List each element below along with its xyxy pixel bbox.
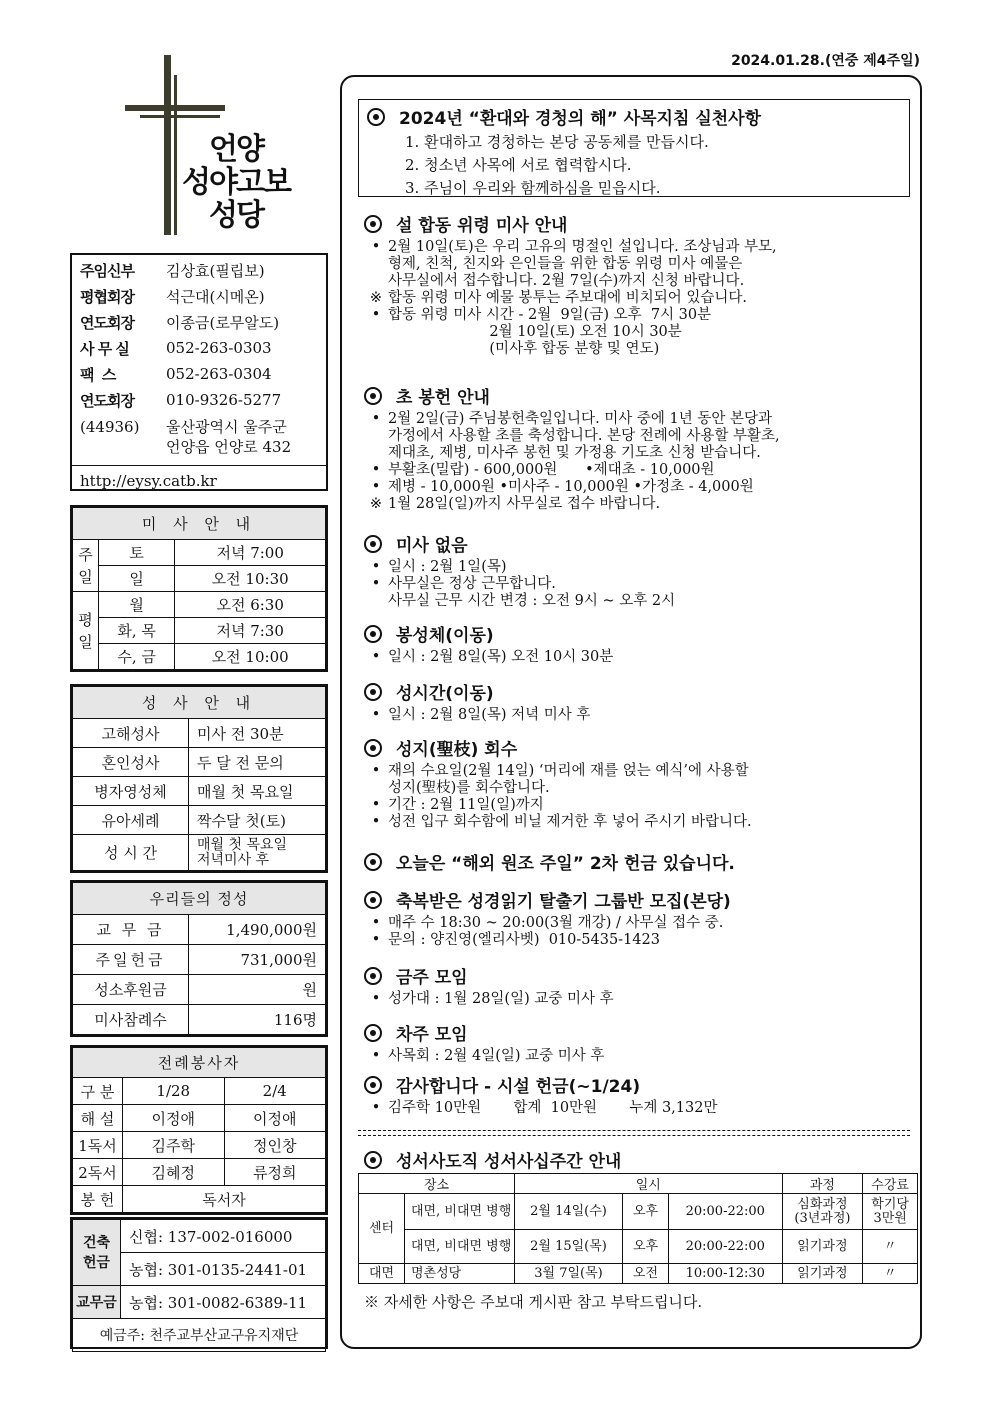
line-text: 김주학 10만원 합계 10만원 누계 3,132만 <box>388 1100 718 1116</box>
line-text: 사무실 근무 시간 변경 : 오전 9시 ~ 오후 2시 <box>388 593 676 609</box>
announcement-line <box>364 797 914 814</box>
line-text: 기간 : 2월 11일(일)까지 <box>388 797 544 813</box>
info-key: 연도회장 <box>80 313 134 332</box>
table-cell: 대면 <box>359 1264 405 1284</box>
offering-title: 우리들의 정성 <box>73 883 326 915</box>
announcement-line <box>364 273 914 290</box>
circle-bullet-icon <box>364 1076 382 1094</box>
announcement-line <box>364 915 914 932</box>
announcement-line <box>364 428 914 445</box>
table-cell: 오후 <box>623 1230 669 1264</box>
bible-course-section <box>364 1147 914 1172</box>
table-cell: 20:00-22:00 <box>669 1230 783 1264</box>
section-title: 축복받은 성경읽기 탈출기 그룹반 모집(본당) <box>396 892 731 912</box>
announcement-line <box>364 462 914 479</box>
line-text: 제병 - 10,000원 •미사주 - 10,000원 •가정초 - 4,000원 <box>388 479 754 495</box>
liturgy-servers-box <box>70 1045 328 1215</box>
announcement-section <box>364 211 914 358</box>
line-text: 1월 28일(일)까지 사무실로 접수 바랍니다. <box>388 496 661 512</box>
announcement-line <box>364 307 914 324</box>
line-text: 성가대 : 1월 28일(일) 교중 미사 후 <box>388 991 614 1007</box>
sacrament-key: 고해성사 <box>73 719 189 748</box>
servers-name: 김주학 <box>123 1132 225 1159</box>
announcement-section <box>364 963 914 1008</box>
line-text: 2월 10일(토)은 우리 고유의 명절인 설입니다. 조상님과 부모, <box>388 239 777 255</box>
bank-account-box <box>70 1217 328 1349</box>
announcement-line <box>364 324 914 341</box>
announcement-line <box>364 290 914 307</box>
line-text: 문의 : 양진영(엘리사벳) 010-5435-1423 <box>388 932 660 948</box>
info-value: 석근대(시메온) <box>166 287 265 306</box>
section-title: 봉성체(이동) <box>396 626 494 646</box>
line-marker: • <box>371 1100 381 1116</box>
info-key: 연도회장 <box>80 391 134 410</box>
table-header: 일시 <box>515 1174 783 1194</box>
circle-bullet-icon <box>364 1151 382 1169</box>
announcement-line <box>364 445 914 462</box>
guideline-item: 1. 환대하고 경청하는 본당 공동체를 만듭시다. <box>405 133 709 151</box>
line-marker: • <box>371 797 381 813</box>
mass-time: 오전 10:00 <box>175 644 326 670</box>
announcement-section <box>364 849 914 874</box>
info-key: 사 무 실 <box>80 339 129 358</box>
line-marker <box>364 256 388 273</box>
line-marker: ※ <box>369 290 383 306</box>
servers-head: 2/4 <box>224 1078 326 1105</box>
line-marker <box>364 780 388 797</box>
line-text: 가정에서 사용할 초를 축성합니다. 본당 전례에 사용할 부활초, <box>388 428 780 444</box>
line-marker: • <box>371 915 381 931</box>
line-marker: • <box>371 707 381 723</box>
line-text: 부활초(밀랍) - 600,000원 •제대초 - 10,000원 <box>388 462 715 478</box>
info-value: 010-9326-5277 <box>166 391 282 409</box>
table-cell: 3월 7일(목) <box>515 1264 623 1284</box>
mass-day: 토 <box>99 540 175 566</box>
servers-head: 1/28 <box>123 1078 225 1105</box>
section-title: 성시간(이동) <box>396 684 494 704</box>
circle-bullet-icon <box>364 683 382 701</box>
offering-key: 미사참례수 <box>73 1005 189 1035</box>
line-marker: • <box>371 763 381 779</box>
bulletin-date: 2024.01.28.(연중 제4주일) <box>731 53 920 69</box>
sacrament-key: 병자영성체 <box>73 777 189 806</box>
announcement-line <box>364 496 914 513</box>
offering-key: 성소후원금 <box>73 975 189 1005</box>
section-title: 금주 모임 <box>396 968 468 988</box>
info-key: 평협회장 <box>80 287 134 306</box>
section-title: 차주 모임 <box>396 1025 468 1045</box>
table-header: 수강료 <box>863 1174 918 1194</box>
mass-day: 수, 금 <box>99 644 175 670</box>
circle-bullet-icon <box>364 387 382 405</box>
offering-key: 교 무 금 <box>73 915 189 945</box>
table-cell: 오후 <box>623 1194 669 1230</box>
line-marker: ※ <box>369 496 383 512</box>
circle-bullet-icon <box>367 108 385 126</box>
servers-name: 이정애 <box>123 1105 225 1132</box>
website-link[interactable]: http://eysy.catb.kr <box>72 465 326 490</box>
info-key: 팩 스 <box>80 365 116 384</box>
circle-bullet-icon <box>364 891 382 909</box>
announcement-line <box>364 593 914 610</box>
table-cell: 센터 <box>359 1194 405 1264</box>
section-title: 초 봉헌 안내 <box>396 388 490 408</box>
announcement-section <box>364 1020 914 1065</box>
line-marker: • <box>371 559 381 575</box>
table-cell: 2월 14일(수) <box>515 1194 623 1230</box>
mass-time: 오전 10:30 <box>175 566 326 592</box>
mass-schedule-box <box>70 505 328 672</box>
pastoral-guideline-box <box>358 99 910 197</box>
table-cell: 명촌성당 <box>405 1264 515 1284</box>
section-title: 2024년 “환대와 경청의 해” 사목지침 실천사항 <box>399 109 762 129</box>
line-text: 합동 위령 미사 시간 - 2월 9일(금) 오후 7시 30분 <box>388 307 712 323</box>
table-cell: 〃 <box>863 1264 918 1284</box>
announcement-line <box>364 649 914 666</box>
circle-bullet-icon <box>364 535 382 553</box>
servers-role: 봉 헌 <box>73 1186 123 1213</box>
line-marker: • <box>371 1048 381 1064</box>
circle-bullet-icon <box>364 1024 382 1042</box>
servers-role: 1독서 <box>73 1132 123 1159</box>
bank-account: 신협: 137-002-016000 <box>121 1220 326 1253</box>
account-owner: 예금주: 천주교부산교구유지재단 <box>73 1319 326 1352</box>
footnote: ※ 자세한 사항은 주보대 게시판 참고 부탁드립니다. <box>364 1293 703 1311</box>
offering-value: 116명 <box>189 1005 326 1035</box>
circle-bullet-icon <box>364 967 382 985</box>
line-marker: • <box>371 649 381 665</box>
weekday-label: 평일 <box>73 592 99 670</box>
sacrament-value: 매월 첫 목요일 <box>189 777 326 806</box>
circle-bullet-icon <box>364 739 382 757</box>
table-header: 장소 <box>359 1174 515 1194</box>
servers-name: 이정애 <box>224 1105 326 1132</box>
section-title: 설 합동 위령 미사 안내 <box>396 216 568 236</box>
line-marker <box>364 428 388 445</box>
announcement-line <box>364 814 914 831</box>
announcement-section <box>364 383 914 513</box>
contact-info-box <box>70 253 328 491</box>
line-text: 일시 : 2월 8일(목) 저녁 미사 후 <box>388 707 591 723</box>
table-cell: 대면, 비대면 병행 <box>405 1230 515 1264</box>
offering-value: 1,490,000원 <box>189 915 326 945</box>
info-value: 이종금(로무알도) <box>166 313 280 332</box>
building-fund-label: 건축 헌금 <box>73 1220 121 1286</box>
zip-code: (44936) <box>80 418 140 436</box>
mass-time: 저녁 7:30 <box>175 618 326 644</box>
line-marker <box>364 445 388 462</box>
mass-time: 저녁 7:00 <box>175 540 326 566</box>
info-value: 052-263-0303 <box>166 339 272 357</box>
table-cell: 읽기과정 <box>782 1230 863 1264</box>
line-text: 매주 수 18:30 ~ 20:00(3월 개강) / 사무실 접수 중. <box>388 915 724 931</box>
line-marker <box>364 593 388 610</box>
section-title: 감사합니다 - 시설 헌금(~1/24) <box>396 1077 641 1097</box>
line-text: 2월 2일(금) 주님봉헌축일입니다. 미사 중에 1년 동안 본당과 <box>388 411 773 427</box>
line-text: 사무실에서 접수합니다. 2월 7일(수)까지 신청 바랍니다. <box>388 273 745 289</box>
guideline-item: 3. 주님이 우리와 함께하심을 믿읍시다. <box>405 179 661 197</box>
announcement-line <box>364 256 914 273</box>
line-marker <box>364 273 388 290</box>
mass-day: 일 <box>99 566 175 592</box>
info-key: 주임신부 <box>80 261 134 280</box>
announcement-line <box>364 780 914 797</box>
table-cell: 오전 <box>623 1264 669 1284</box>
section-title: 오늘은 “해외 원조 주일” 2차 헌금 있습니다. <box>396 854 735 874</box>
line-marker: • <box>371 991 381 1007</box>
sacrament-title: 성 사 안 내 <box>73 687 326 719</box>
line-marker: • <box>371 411 381 427</box>
line-text: 일시 : 2월 1일(목) <box>388 559 507 575</box>
address-line: 언양읍 언양로 432 <box>166 438 292 456</box>
guideline-item: 2. 청소년 사목에 서로 협력합시다. <box>405 156 632 174</box>
circle-bullet-icon <box>364 215 382 233</box>
offering-box <box>70 880 328 1037</box>
table-header: 과정 <box>782 1174 863 1194</box>
table-cell: 대면, 비대면 병행 <box>405 1194 515 1230</box>
divider <box>358 1130 910 1136</box>
offering-key: 주일헌금 <box>73 945 189 975</box>
announcement-line <box>364 763 914 780</box>
table-cell: 학기당 3만원 <box>863 1194 918 1230</box>
line-text: 2월 10일(토) 오전 10시 30분 <box>388 324 682 340</box>
line-text: 성지(聖枝)를 회수합니다. <box>388 780 550 796</box>
announcement-line <box>364 576 914 593</box>
announcement-line <box>364 1048 914 1065</box>
servers-role: 2독서 <box>73 1159 123 1186</box>
circle-bullet-icon <box>364 625 382 643</box>
line-marker: • <box>371 479 381 495</box>
bible-course-table <box>358 1173 918 1284</box>
announcements-panel <box>340 75 922 1349</box>
announcement-line <box>364 411 914 428</box>
section-title: 성지(聖枝) 회수 <box>396 740 518 760</box>
sacrament-value: 짝수달 첫(토) <box>189 806 326 835</box>
servers-name: 독서자 <box>123 1186 326 1213</box>
bank-account: 농협: 301-0082-6389-11 <box>121 1286 326 1319</box>
announcement-line <box>364 479 914 496</box>
info-value: 052-263-0304 <box>166 365 272 383</box>
table-cell: 20:00-22:00 <box>669 1194 783 1230</box>
announcement-line <box>364 707 914 724</box>
parish-logo <box>120 55 290 240</box>
mass-day: 화, 목 <box>99 618 175 644</box>
mass-day: 월 <box>99 592 175 618</box>
line-text: 사목회 : 2월 4일(일) 교중 미사 후 <box>388 1048 605 1064</box>
info-value: 김상효(필립보) <box>166 261 265 280</box>
line-text: 형제, 친척, 친지와 은인들을 위한 합동 위령 미사 예물은 <box>388 256 743 272</box>
table-cell: 심화과정 (3년과정) <box>782 1194 863 1230</box>
announcement-line <box>364 239 914 256</box>
church-due-label: 교무금 <box>73 1286 121 1319</box>
mass-title: 미 사 안 내 <box>73 508 326 540</box>
announcement-section <box>364 531 914 610</box>
announcement-section <box>364 887 914 949</box>
servers-name: 류정희 <box>224 1159 326 1186</box>
line-marker: • <box>371 462 381 478</box>
announcement-line <box>364 341 914 358</box>
sacrament-key: 성 시 간 <box>73 835 189 871</box>
table-cell: 2월 15일(목) <box>515 1230 623 1264</box>
circle-bullet-icon <box>364 853 382 871</box>
servers-head: 구 분 <box>73 1078 123 1105</box>
servers-title: 전례봉사자 <box>73 1048 326 1078</box>
section-title: 성서사도직 성서사십주간 안내 <box>396 1152 622 1172</box>
section-title: 미사 없음 <box>396 536 468 556</box>
line-text: 재의 수요일(2월 14일) ‘머리에 재를 얹는 예식’에 사용할 <box>388 763 749 779</box>
line-marker: • <box>371 932 381 948</box>
logo-line: 성야고보 <box>182 165 290 200</box>
offering-value: 731,000원 <box>189 945 326 975</box>
table-cell: 〃 <box>863 1230 918 1264</box>
announcement-line <box>364 559 914 576</box>
sunday-label: 주일 <box>73 540 99 592</box>
announcement-section <box>364 735 914 831</box>
line-text: 제대초, 제병, 미사주 봉헌 및 가정용 기도초 신청 받습니다. <box>388 445 761 461</box>
sacrament-value: 저녁미사 후 <box>197 851 270 868</box>
announcement-line <box>364 932 914 949</box>
logo-line: 성당 <box>208 198 263 233</box>
line-marker: • <box>371 307 381 323</box>
servers-role: 해 설 <box>73 1105 123 1132</box>
address-line: 울산광역시 울주군 <box>166 418 287 436</box>
line-marker <box>364 324 388 341</box>
sacrament-value: 매월 첫 목요일 <box>197 836 288 853</box>
line-marker: • <box>371 576 381 592</box>
sacrament-key: 혼인성사 <box>73 748 189 777</box>
line-text: 성전 입구 회수함에 비닐 제거한 후 넣어 주시기 바랍니다. <box>388 814 752 830</box>
table-cell: 10:00-12:30 <box>669 1264 783 1284</box>
mass-time: 오전 6:30 <box>175 592 326 618</box>
announcement-section <box>364 621 914 666</box>
announcement-line <box>364 991 914 1008</box>
logo-line: 언양 <box>208 132 263 167</box>
bank-account: 농협: 301-0135-2441-01 <box>121 1253 326 1286</box>
line-text: 합동 위령 미사 예물 봉투는 주보대에 비치되어 있습니다. <box>388 290 748 306</box>
table-cell: 읽기과정 <box>782 1264 863 1284</box>
announcement-line <box>364 1100 914 1117</box>
servers-name: 정인창 <box>224 1132 326 1159</box>
line-text: (미사후 합동 분향 및 연도) <box>388 341 660 357</box>
sacrament-box <box>70 684 328 873</box>
servers-name: 김혜정 <box>123 1159 225 1186</box>
line-marker: • <box>371 814 381 830</box>
announcement-section <box>364 1072 914 1117</box>
sacrament-value: 두 달 전 문의 <box>189 748 326 777</box>
line-text: 사무실은 정상 근무합니다. <box>388 576 556 592</box>
offering-value: 원 <box>189 975 326 1005</box>
sacrament-value: 미사 전 30분 <box>189 719 326 748</box>
line-marker <box>364 341 388 358</box>
line-text: 일시 : 2월 8일(목) 오전 10시 30분 <box>388 649 614 665</box>
sacrament-key: 유아세례 <box>73 806 189 835</box>
announcement-section <box>364 679 914 724</box>
line-marker: • <box>371 239 381 255</box>
